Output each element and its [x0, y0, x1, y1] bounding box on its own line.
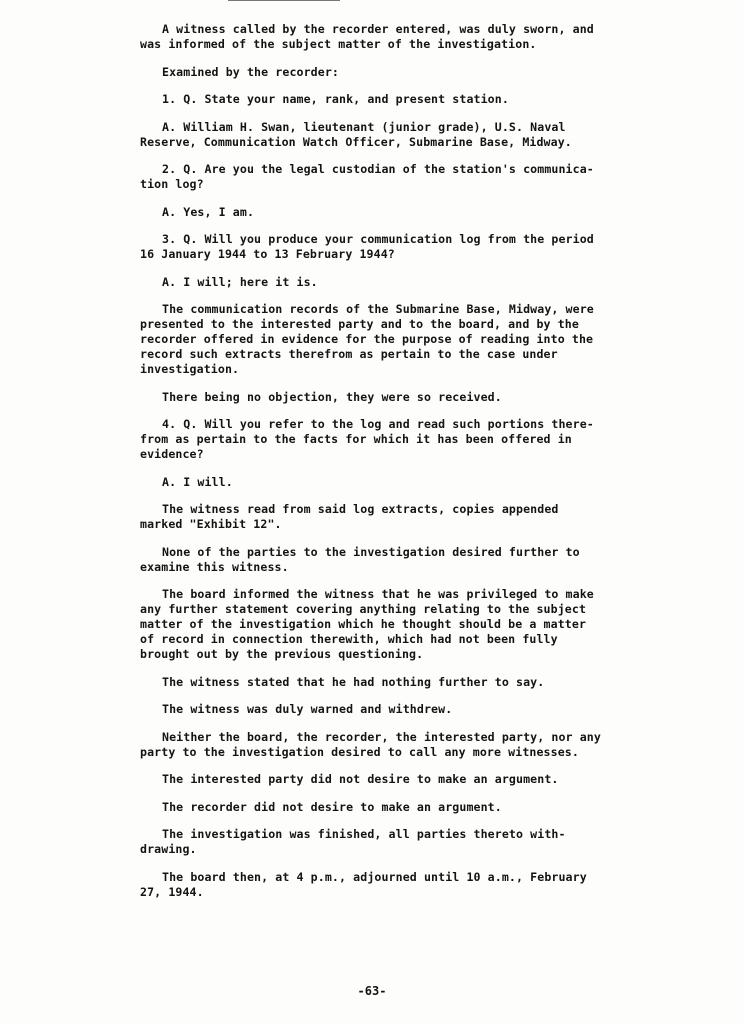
page-number: -63- — [357, 984, 387, 998]
paragraph-no-objection: There being no objection, they were so received. — [162, 389, 502, 404]
paragraph-q2: 2. Q. Are you the legal custodian of the station's communica- tion log? — [140, 162, 594, 191]
paragraph-a4: A. I will. — [162, 474, 233, 489]
paragraph-recorder-no-argument: The recorder did not desire to make an argument. — [162, 799, 502, 814]
paragraph-board-informed: The board informed the witness that he was privileged to make any further statement covering anything relating to the subject matter of the investigation which he thought should be a matter of record in connection therewith, which had not been fully brought out by the previous questioning. — [140, 587, 594, 661]
paragraph-records-presented: The communication records of the Submarine Base, Midway, were presented to the interested party and to the board, and by the recorder offered in evidence for the purpose of reading into the record such extracts therefrom as pertain to the case under investigation. — [140, 302, 594, 376]
paragraph-witness-entered: A witness called by the recorder entered, was duly sworn, and was informed of the subject matter of the investigation. — [140, 22, 594, 51]
paragraph-q3: 3. Q. Will you produce your communication log from the period 16 January 1944 to 13 February 1944? — [140, 232, 594, 261]
document-body — [140, 22, 720, 912]
paragraph-warned-withdrew: The witness was duly warned and withdrew. — [162, 702, 453, 716]
paragraph-investigation-finished: The investigation was finished, all parties thereto with- drawing. — [140, 827, 566, 856]
paragraph-q4: 4. Q. Will you refer to the log and read such portions there- from as pertain to the facts for which it has been offered in evidence? — [140, 417, 594, 461]
top-rule — [228, 0, 340, 1]
paragraph-examined-by: Examined by the recorder: — [162, 64, 340, 79]
paragraph-a3: A. I will; here it is. — [162, 274, 318, 289]
paragraph-q1: 1. Q. State your name, rank, and present station. — [162, 92, 509, 106]
paragraph-witness-read: The witness read from said log extracts, copies appended marked "Exhibit 12". — [140, 502, 559, 531]
paragraph-adjourned: The board then, at 4 p.m., adjourned until 10 a.m., February 27, 1944. — [140, 869, 587, 899]
paragraph-party-no-argument: The interested party did not desire to make an argument. — [162, 772, 559, 786]
paragraph-no-further-exam: None of the parties to the investigation desired further to examine this witness. — [140, 544, 580, 574]
paragraph-nothing-further: The witness stated that he had nothing further to say. — [162, 674, 545, 689]
paragraph-no-more-witnesses: Neither the board, the recorder, the interested party, nor any party to the investigation desired to call any more witnesses. — [140, 729, 601, 759]
paragraph-a1: A. William H. Swan, lieutenant (junior grade), U.S. Naval Reserve, Communication Watch Officer, Submarine Base, Midway. — [140, 119, 572, 149]
paragraph-a2: A. Yes, I am. — [162, 204, 255, 219]
